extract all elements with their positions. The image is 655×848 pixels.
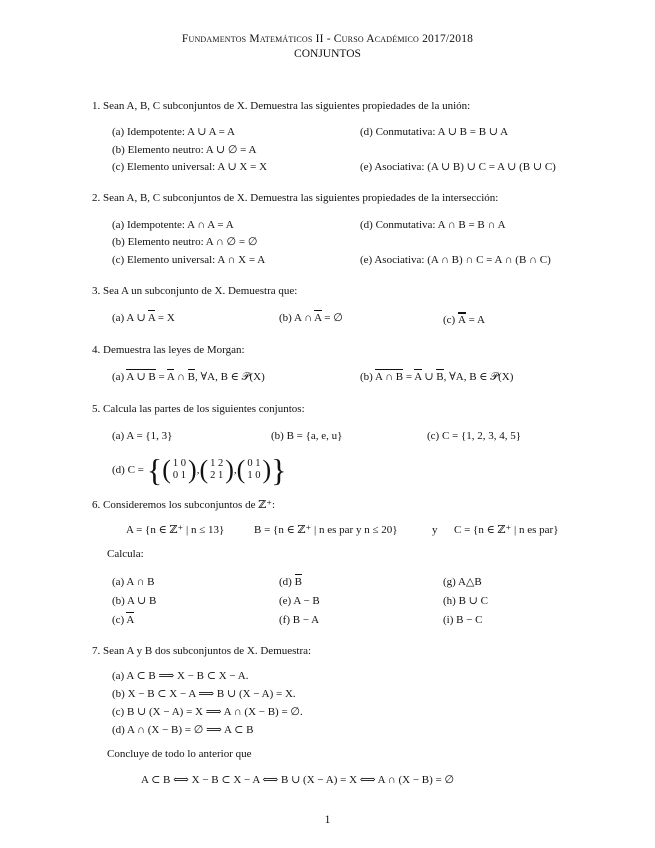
q3-a-complement: A [147,312,156,324]
q7-intro: 7. Sean A y B dos subconjuntos de X. Demuestra: [92,645,312,657]
q5-intro: 5. Calcula las partes de los siguientes conjuntos: [92,403,305,415]
q4-a-post: , ∀A, B ∈ 𝒫(X) [195,371,265,383]
close-brace: } [271,452,287,488]
q4-intro: 4. Demuestra las leyes de Morgan: [92,344,245,356]
q5-d-label: (d) C = [112,463,144,476]
q6-item-g: (g) A△B [443,576,482,588]
q6-d-label: (d) [279,576,292,588]
page-number: 1 [324,814,331,826]
q6-c-label: (c) [112,614,125,626]
q4-a-op: ∩ [174,371,188,383]
q6-item-d [279,577,302,588]
q6-set-a: A = {n ∈ ℤ⁺ | n ≤ 13} [126,524,225,536]
q7-item-a: (a) A ⊂ B ⟹ X − B ⊂ X − A. [112,670,249,682]
topic-title: CONJUNTOS [294,48,361,60]
course-title: Fundamentos Matemáticos II - Curso Académico 2017/2018 [181,33,474,45]
q4-a-union-bar: A ∪ B [126,371,156,383]
q3-c-post: = A [465,314,485,326]
q3-b-complement: A [314,312,322,324]
q3-b-label: (b) [279,312,292,324]
q6-set-b: B = {n ∈ ℤ⁺ | n es par y n ≤ 20} [254,524,398,536]
m1-open-paren: ( [162,455,171,484]
q2-item-a: (a) Idempotente: A ∩ A = A [112,219,234,231]
q3-b-post: = ∅ [321,312,343,324]
q2-item-b: (b) Elemento neutro: A ∩ ∅ = ∅ [112,236,258,248]
m2-close-paren: ) [225,455,234,484]
q4-b-intersection-bar: A ∩ B [374,371,404,383]
q4-item-b [360,372,513,383]
m1-close-paren: ) [188,455,197,484]
comma-1: , [196,463,200,476]
q6-d-complement: B [294,576,302,588]
q1-intro: 1. Sean A, B, C subconjuntos de X. Demuestra las siguientes propiedades de la unión: [92,100,471,112]
matrix-3-row-1: 0 1 [247,458,261,469]
q3-a-label: (a) [112,312,125,324]
matrix-2-row-2: 2 1 [210,470,224,481]
q6-c-complement: A [126,614,135,626]
q6-item-a: (a) A ∩ B [112,576,155,588]
q1-item-a: (a) Idempotente: A ∪ A = A [112,126,235,138]
q4-a-eq: = [155,371,167,383]
q7-equivalence-chain: A ⊂ B ⟺ X − B ⊂ X − A ⟺ B ∪ (X − A) = X ⟺ A ∩ (X − B) = ∅ [141,774,455,786]
q4-b-post: , ∀A, B ∈ 𝒫(X) [443,371,514,383]
q6-conjunction: y [432,524,438,536]
q7-item-b: (b) X − B ⊂ X − A ⟹ B ∪ (X − A) = X. [112,688,296,700]
q5-item-c: (c) C = {1, 2, 3, 4, 5} [427,430,522,442]
q1-item-b: (b) Elemento neutro: A ∪ ∅ = A [112,144,257,156]
q4-b-op: ∪ [421,371,437,383]
q7-conclude: Concluye de todo lo anterior que [107,748,252,760]
open-brace: { [146,452,163,488]
q4-b-bar-a: A [414,371,422,383]
q3-a-pre: A ∪ [126,312,148,324]
matrix-3 [247,458,260,482]
q1-item-e: (e) Asociativa: (A ∪ B) ∪ C = A ∪ (B ∪ C) [360,161,556,173]
q3-c-double-complement: A [457,314,466,326]
q6-calcula: Calcula: [107,548,144,560]
matrix-2-row-1: 1 2 [210,458,224,469]
q6-set-c: C = {n ∈ ℤ⁺ | n es par} [454,524,559,536]
matrix-1-row-2: 0 1 [172,470,187,481]
q4-b-eq: = [403,371,415,383]
q6-item-i: (i) B − C [443,614,483,626]
q4-item-a [112,372,265,383]
q2-item-d: (d) Conmutativa: A ∩ B = B ∩ A [360,219,506,231]
q6-item-c [112,615,134,626]
q1-item-c: (c) Elemento universal: A ∪ X = X [112,161,268,173]
q5-item-a: (a) A = {1, 3} [112,430,173,442]
matrix-2 [210,458,223,482]
q6-item-b: (b) A ∪ B [112,595,157,607]
q6-item-e: (e) A − B [279,595,320,607]
q5-item-d [112,453,287,487]
q3-item-c [443,313,485,326]
q6-item-h: (h) B ∪ C [443,595,488,607]
q2-intro: 2. Sean A, B, C subconjuntos de X. Demuestra las siguientes propiedades de la intersección: [92,192,499,204]
q6-intro: 6. Consideremos los subconjuntos de ℤ⁺: [92,499,276,511]
q4-a-bar-a: A [166,371,175,383]
q5-item-b: (b) B = {a, e, u} [271,430,343,442]
q3-a-post: = X [155,312,175,324]
q4-a-bar-b: B [187,371,196,383]
q1-item-d: (d) Conmutativa: A ∪ B = B ∪ A [360,126,509,138]
q3-c-label: (c) [443,314,456,326]
q2-item-c: (c) Elemento universal: A ∩ X = A [112,254,266,266]
matrix-1-row-1: 1 0 [172,458,187,469]
q3-intro: 3. Sea A un subconjunto de X. Demuestra que: [92,285,298,297]
q3-item-b [279,313,343,324]
q7-item-c: (c) B ∪ (X − A) = X ⟹ A ∩ (X − B) = ∅. [112,706,303,718]
q4-a-label: (a) [112,371,125,383]
q3-b-pre: A ∩ [293,312,315,324]
q4-b-bar-b: B [436,371,444,383]
q3-item-a [112,313,175,324]
matrix-1 [173,458,186,482]
m3-open-paren: ( [236,455,246,484]
matrix-3-row-2: 1 0 [247,470,261,481]
q4-b-label: (b) [360,371,373,383]
m2-open-paren: ( [199,455,209,484]
m3-close-paren: ) [262,455,272,484]
q7-item-d: (d) A ∩ (X − B) = ∅ ⟹ A ⊂ B [112,724,254,736]
q2-item-e: (e) Asociativa: (A ∩ B) ∩ C = A ∩ (B ∩ C) [360,254,551,266]
comma-2: , [233,463,237,476]
q6-item-f: (f) B − A [279,614,320,626]
q3-c-outer-bar [458,313,466,326]
